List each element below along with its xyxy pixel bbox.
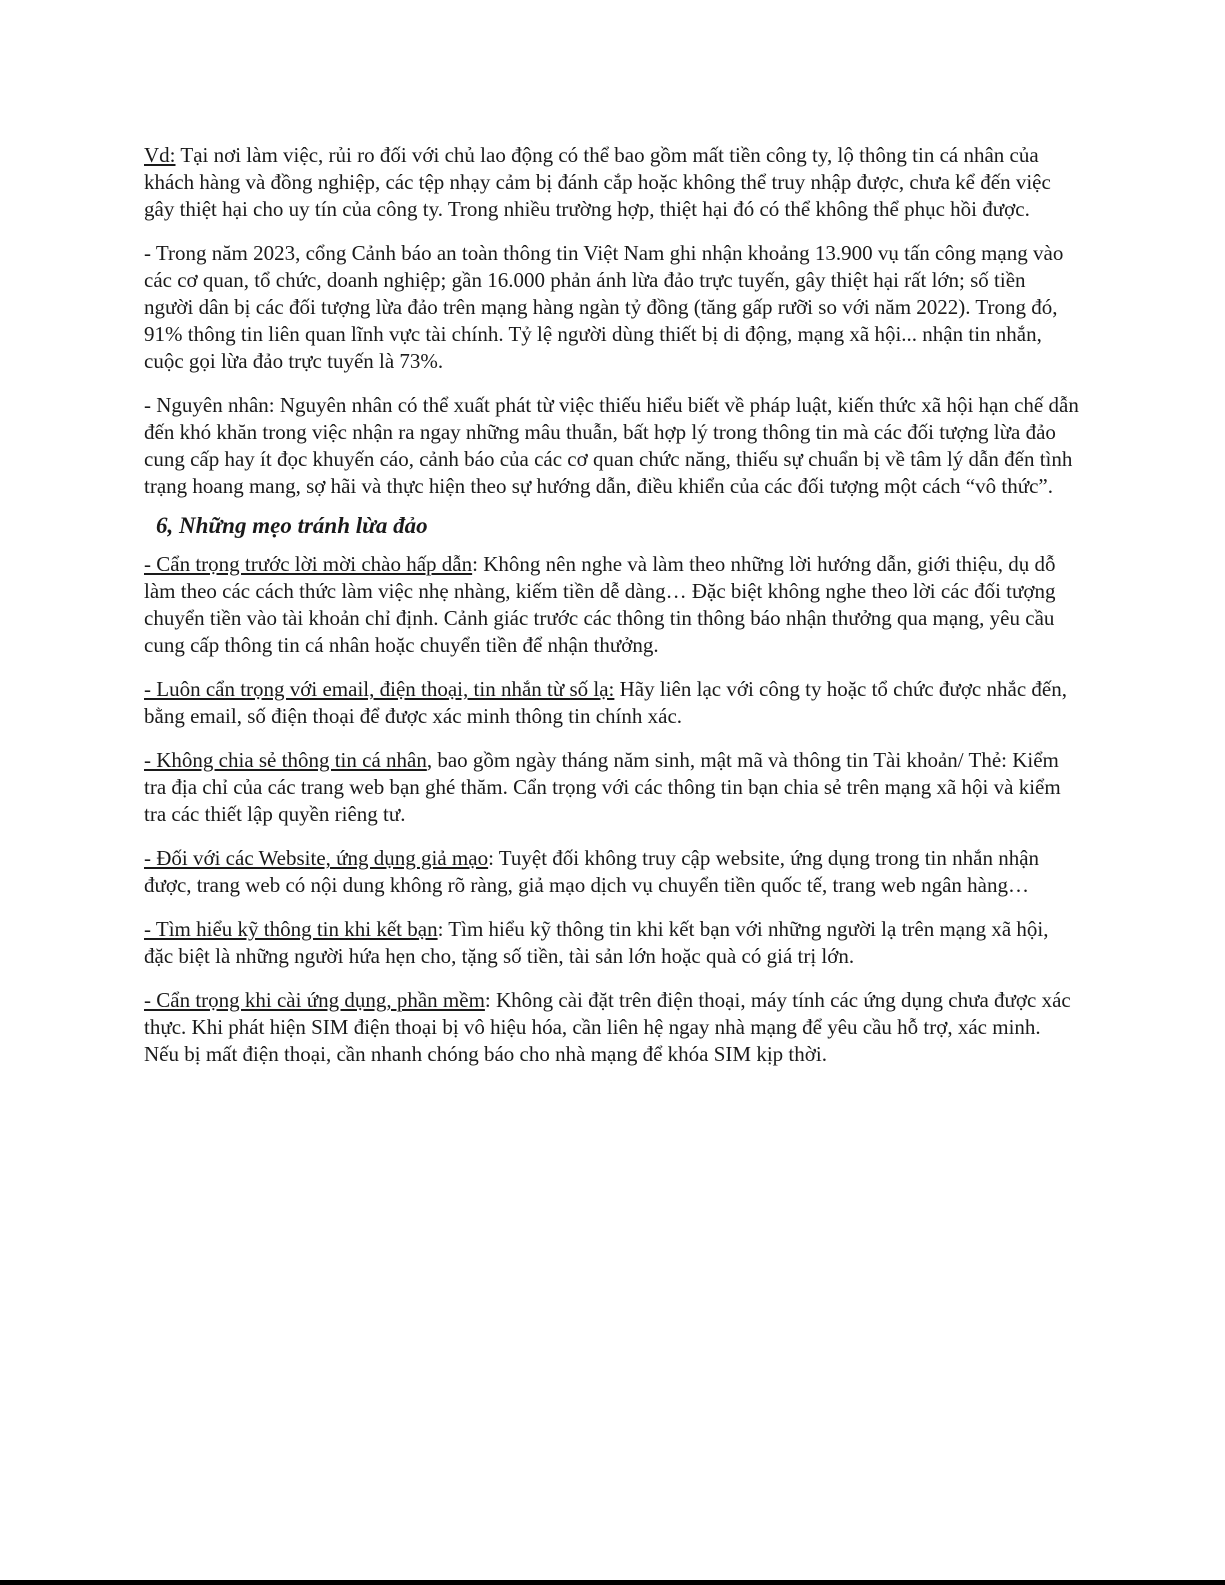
example-text: Tại nơi làm việc, rủi ro đối với chủ lao động có thể bao gồm mất tiền công ty, lộ thông tin cá nhân của khách hàng và đồng nghiệp, các tệp nhạy cảm bị đánh cắp hoặc không thể truy nhập được, chưa kể đến việc gây thiệt hại cho uy tín của công ty. Trong nhiều trường hợp, thiệt hại đó có thể không thể phục hồi được. [144, 143, 1051, 221]
tip-title: - Tìm hiểu kỹ thông tin khi kết bạn [144, 917, 438, 941]
tip-paragraph [144, 987, 1079, 1068]
tip-paragraph [144, 551, 1079, 659]
tip-body: : Tuyệt đối không truy cập website, ứng dụng trong tin nhắn nhận được, trang web có nội dung không rõ ràng, giả mạo dịch vụ chuyển tiền quốc tế, trang web ngân hàng… [144, 846, 1040, 897]
tip-body: : Không nên nghe và làm theo những lời hướng dẫn, giới thiệu, dụ dỗ làm theo các cách thức làm việc nhẹ nhàng, kiếm tiền dễ dàng… Đặc biệt không nghe theo lời các đối tượng chuyển tiền vào tài khoản chỉ định. Cảnh giác trước các thông tin thông báo nhận thưởng qua mạng, yêu cầu cung cấp thông tin cá nhân hoặc chuyển tiền để nhận thưởng. [144, 552, 1056, 657]
tip-body: , bao gồm ngày tháng năm sinh, mật mã và thông tin Tài khoản/ Thẻ: Kiểm tra địa chỉ của các trang web bạn ghé thăm. Cẩn trọng với các thông tin bạn chia sẻ trên mạng xã hội và kiểm tra các thiết lập quyền riêng tư. [144, 748, 1061, 826]
tip-title: - Không chia sẻ thông tin cá nhân [144, 748, 427, 772]
tip-title: - Cẩn trọng trước lời mời chào hấp dẫn [144, 552, 473, 576]
document-page [144, 142, 1079, 1085]
tip-paragraph [144, 845, 1079, 899]
tip-title: - Cẩn trọng khi cài ứng dụng, phần mềm [144, 988, 485, 1012]
tip-paragraph [144, 747, 1079, 828]
tip-body: : Không cài đặt trên điện thoại, máy tính các ứng dụng chưa được xác thực. Khi phát hiện SIM điện thoại bị vô hiệu hóa, cần liên hệ ngay nhà mạng để yêu cầu hỗ trợ, xác minh. Nếu bị mất điện thoại, cần nhanh chóng báo cho nhà mạng để khóa SIM kịp thời. [144, 988, 1071, 1066]
example-paragraph [144, 142, 1079, 223]
tip-body: : Tìm hiểu kỹ thông tin khi kết bạn với những người lạ trên mạng xã hội, đặc biệt là những người hứa hẹn cho, tặng số tiền, tài sản lớn hoặc quà có giá trị lớn. [144, 917, 1049, 968]
statistics-paragraph: - Trong năm 2023, cổng Cảnh báo an toàn thông tin Việt Nam ghi nhận khoảng 13.900 vụ tấn công mạng vào các cơ quan, tổ chức, doanh nghiệp; gần 16.000 phản ánh lừa đảo trực tuyến, gây thiệt hại rất lớn; số tiền người dân bị các đối tượng lừa đảo trên mạng hàng ngàn tỷ đồng (tăng gấp rưỡi so với năm 2022). Trong đó, 91% thông tin liên quan lĩnh vực tài chính. Tỷ lệ người dùng thiết bị di động, mạng xã hội... nhận tin nhắn, cuộc gọi lừa đảo trực tuyến là 73%. [144, 241, 1064, 373]
page-bottom-border [0, 1580, 1225, 1585]
section-heading: 6, Những mẹo tránh lừa đảo [156, 513, 428, 538]
cause-paragraph: - Nguyên nhân: Nguyên nhân có thể xuất phát từ việc thiếu hiểu biết về pháp luật, kiến thức xã hội hạn chế dẫn đến khó khăn trong việc nhận ra ngay những mâu thuẫn, bất hợp lý trong thông tin mà các đối tượng lừa đảo cung cấp hay ít đọc khuyến cáo, cảnh báo của các cơ quan chức năng, thiếu sự chuẩn bị về tâm lý dẫn đến tình trạng hoang mang, sợ hãi và thực hiện theo sự hướng dẫn, điều khiển của các đối tượng một cách “vô thức”. [144, 393, 1079, 498]
tip-paragraph [144, 676, 1079, 730]
tip-title: - Đối với các Website, ứng dụng giả mạo [144, 846, 489, 870]
example-label: Vd: [144, 143, 176, 167]
tip-body: Hãy liên lạc với công ty hoặc tổ chức được nhắc đến, bằng email, số điện thoại để được xác minh thông tin chính xác. [144, 677, 1067, 728]
tip-paragraph [144, 916, 1079, 970]
tip-title: - Luôn cẩn trọng với email, điện thoại, tin nhắn từ số lạ: [144, 677, 615, 701]
